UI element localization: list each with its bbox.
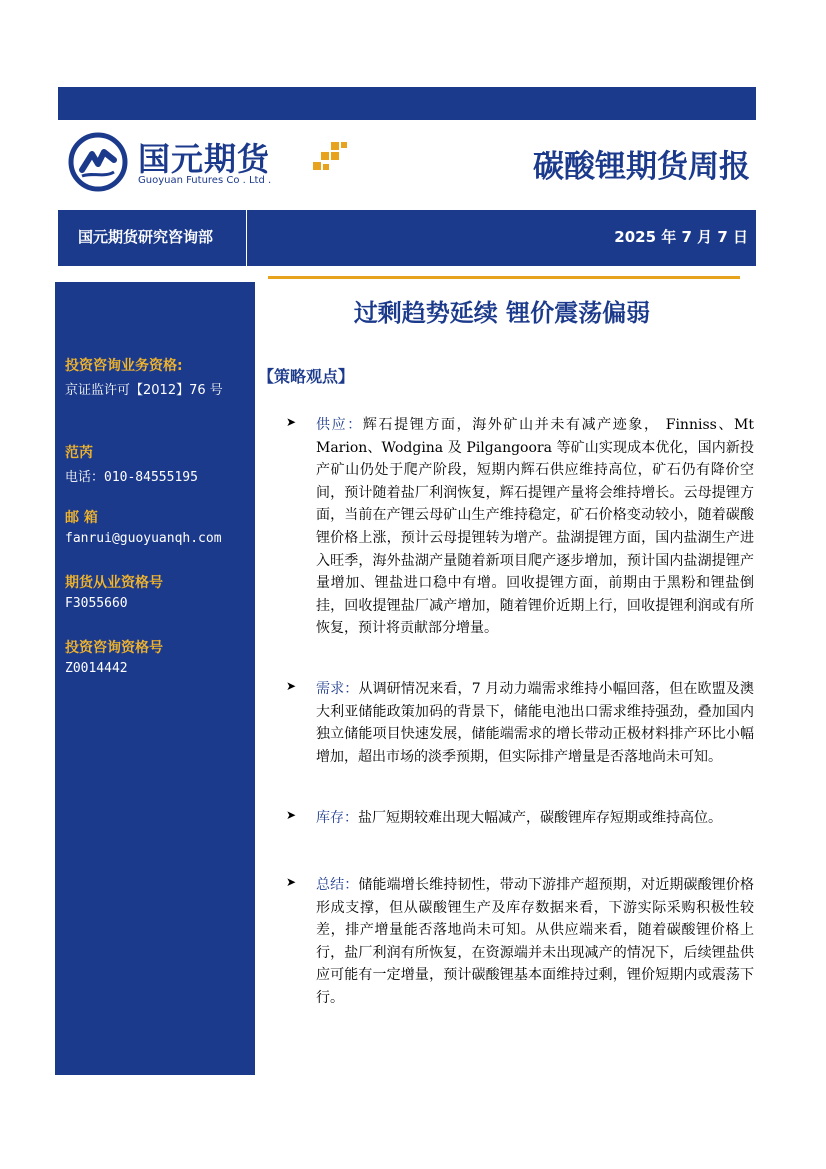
department-name: 国元期货研究咨询部	[78, 228, 214, 246]
contact-sidebar	[55, 282, 255, 1075]
info-bar-divider	[246, 210, 247, 266]
logo-emblem-icon	[68, 132, 128, 192]
report-title: 碳酸锂期货周报	[533, 149, 750, 185]
futures-cert-value: F3055660	[65, 596, 128, 611]
bullet-inventory	[286, 807, 754, 830]
logo-squares-icon	[313, 140, 349, 176]
analyst-email[interactable]: fanrui@guoyuanqh.com	[65, 531, 222, 546]
email-block	[65, 507, 222, 546]
bullet-label: 总结：	[316, 877, 359, 893]
bullet-label: 供应：	[316, 417, 363, 433]
bullet-text	[316, 807, 754, 830]
bullet-body: 盐厂短期较难出现大幅减产，碳酸锂库存短期或维持高位。	[358, 810, 722, 826]
bullet-arrow-icon: ➤	[286, 679, 297, 693]
logo-brand-en: Guoyuan Futures Co . Ltd .	[138, 175, 272, 186]
advisory-cert-block	[65, 637, 163, 676]
bullet-arrow-icon: ➤	[286, 415, 297, 429]
bullet-demand	[286, 678, 754, 768]
bullet-body: 从调研情况来看，7 月动力端需求维持小幅回落，但在欧盟及澳大利亚储能政策加码的背景下，储能电池出口需求维持强劲，叠加国内独立储能项目快速发展，储能端需求的增长带动正极材料排产环比小幅增加，超出市场的淡季预期，但实际排产增量是否落地尚未可知。	[316, 681, 755, 765]
email-heading: 邮 箱	[65, 510, 98, 526]
futures-cert-heading: 期货从业资格号	[65, 575, 163, 591]
analyst-block	[65, 442, 198, 485]
qualification-value: 京证监许可【2012】76 号	[65, 383, 223, 398]
bullet-label: 需求：	[316, 681, 359, 697]
bullet-arrow-icon: ➤	[286, 808, 297, 822]
qualification-heading: 投资咨询业务资格:	[65, 358, 183, 374]
report-date: 2025 年 7 月 7 日	[614, 228, 748, 246]
article-title: 过剩趋势延续 锂价震荡偏弱	[353, 299, 651, 327]
futures-cert-block	[65, 572, 163, 611]
bullet-text	[316, 678, 754, 768]
advisory-cert-heading: 投资咨询资格号	[65, 640, 163, 656]
bullet-text	[316, 414, 754, 640]
bullet-body: 储能端增长维持韧性，带动下游排产超预期，对近期碳酸锂价格形成支撑，但从碳酸锂生产及库存数据来看，下游实际采购积极性较差，排产增量能否落地尚未可知。从供应端来看，随着碳酸锂价格上行，盐厂利润有所恢复，在资源端并未出现减产的情况下，后续锂盐供应可能有一定增量，预计碳酸锂基本面维持过剩，锂价短期内或震荡下行。	[316, 877, 755, 1006]
bullet-supply	[286, 414, 754, 640]
bullet-body: 辉石提锂方面，海外矿山并未有减产迹象， Finniss、Mt Marion、Wodgina 及 Pilgangoora 等矿山实现成本优化，国内新投产矿山仍处于爬产阶段，短期内辉石供应维持高位，矿石仍有降价空间，预计随着盐厂利润恢复，辉石提锂产量将会维持增长。云母提锂方面，当前在产锂云母矿山生产维持稳定，矿石价格变动较小，随着碳酸锂价格上涨，预计云母提锂转为增产。盐湖提锂方面，国内盐湖生产进入旺季，海外盐湖产量随着新项目爬产逐步增加，预计国内盐湖提锂产量增加、锂盐进口稳中有增。回收提锂方面，前期由于黑粉和锂盐倒挂，回收提锂盐厂减产增加，随着锂价近期上行，回收提锂利润或有所恢复，预计将贡献部分增量。	[316, 417, 755, 637]
gold-divider	[268, 276, 740, 279]
company-logo	[68, 132, 358, 197]
bullet-summary	[286, 874, 754, 1010]
bullet-label: 库存：	[316, 810, 358, 826]
analyst-name: 范芮	[65, 445, 93, 461]
logo-brand-cn: 国元期货	[138, 140, 271, 178]
qualification-block	[65, 355, 223, 398]
section-label-strategy: 【策略观点】	[258, 367, 355, 386]
info-bar	[58, 210, 756, 266]
bullet-arrow-icon: ➤	[286, 875, 297, 889]
analyst-phone: 电话：010-84555195	[65, 470, 198, 485]
advisory-cert-value: Z0014442	[65, 661, 128, 676]
top-banner-bar	[58, 87, 756, 120]
bullet-text	[316, 874, 754, 1010]
